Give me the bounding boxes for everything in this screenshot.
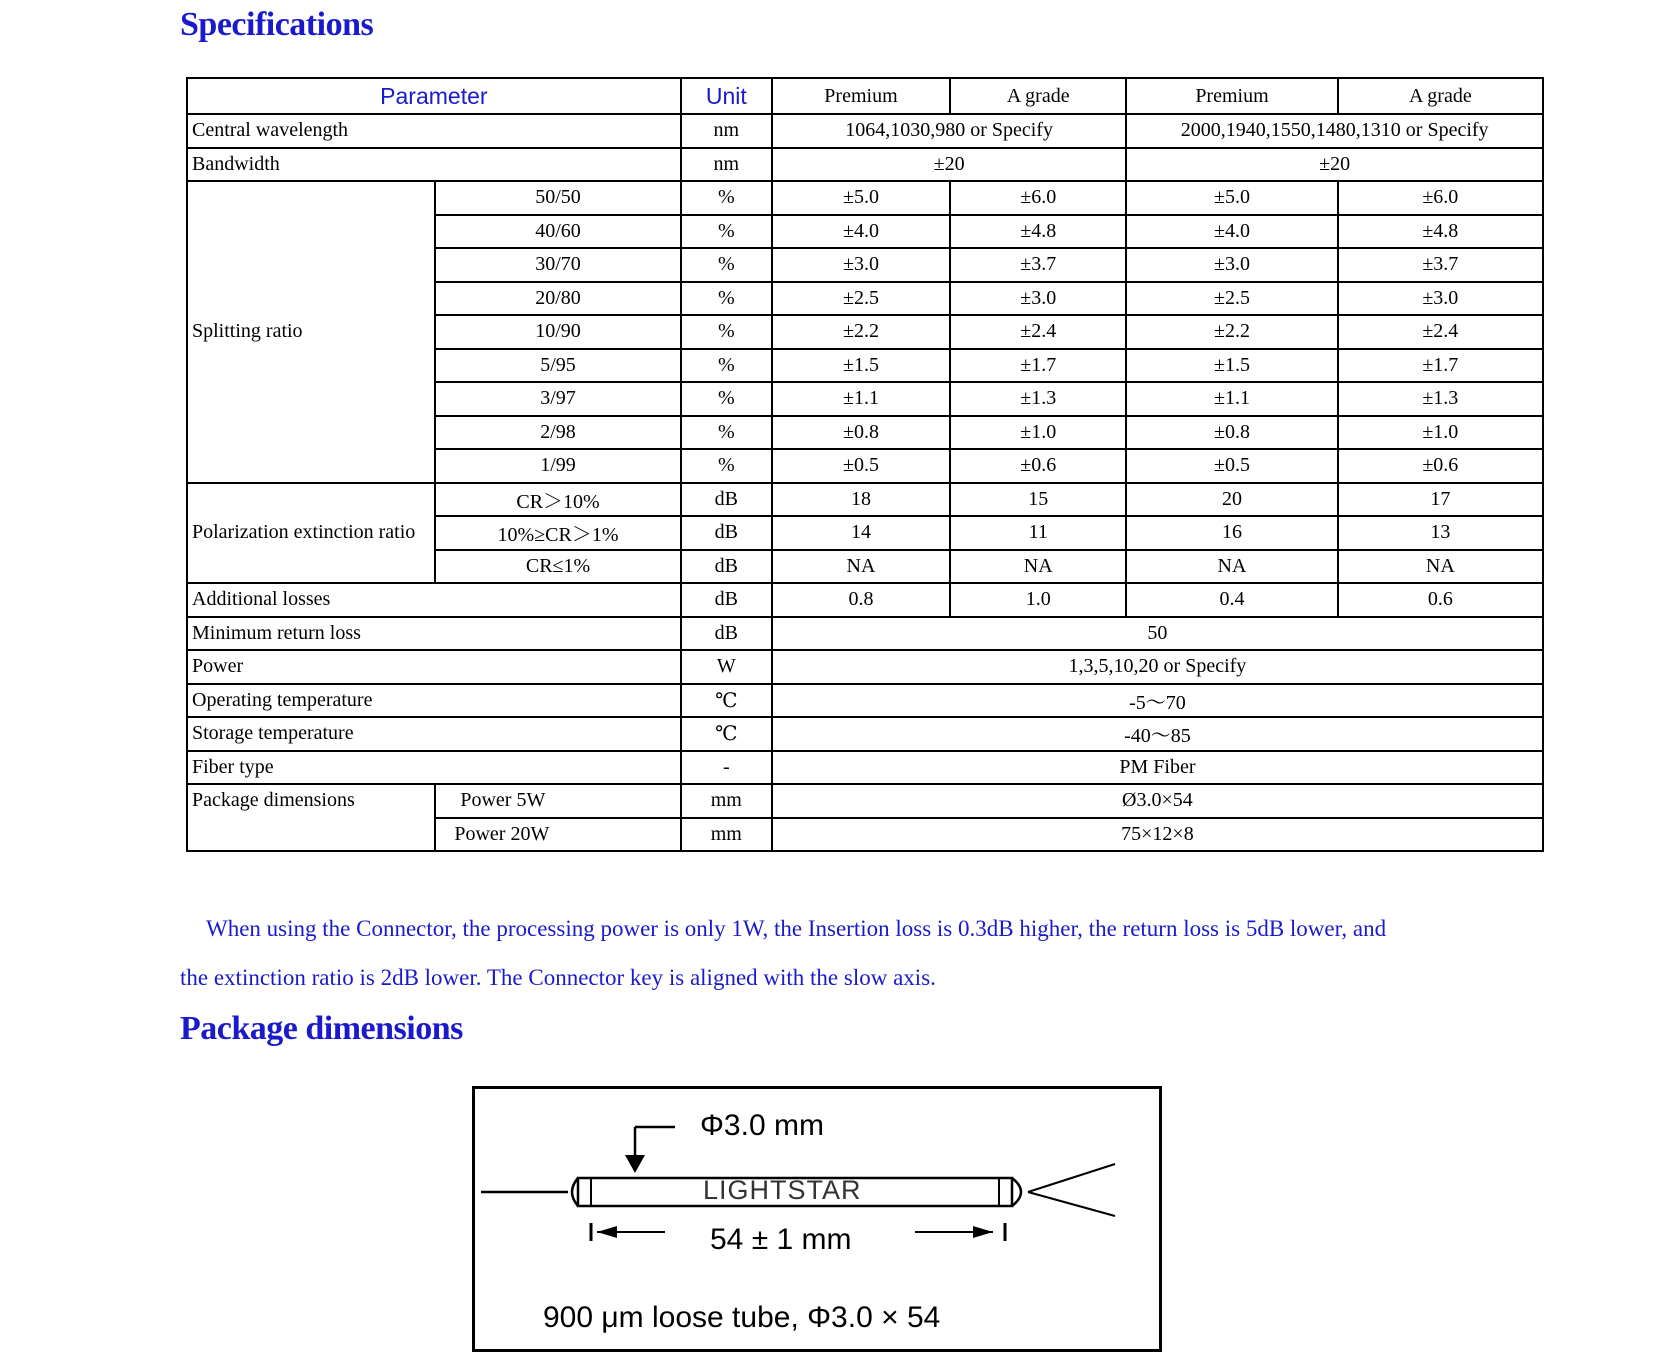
value-cell: ±1.3 — [950, 382, 1126, 416]
unit-cell: W — [681, 650, 772, 684]
value-cell: ±6.0 — [950, 181, 1126, 215]
value-cell: ±1.0 — [950, 416, 1126, 450]
value-cell: 0.6 — [1338, 583, 1543, 617]
header-unit: Unit — [681, 78, 772, 114]
table-row — [187, 148, 1543, 182]
row-label: Minimum return loss — [187, 617, 681, 651]
ratio-cell: 10/90 — [435, 315, 680, 349]
value-cell: ±1.7 — [1338, 349, 1543, 383]
diagram-caption: 900 μm loose tube, Φ3.0 × 54 — [543, 1301, 941, 1334]
diameter-arrowhead — [625, 1155, 645, 1173]
unit-cell: mm — [681, 818, 772, 852]
value-cell: ±0.5 — [1126, 449, 1337, 483]
unit-cell: % — [681, 248, 772, 282]
ratio-cell: 3/97 — [435, 382, 680, 416]
value-cell: 1064,1030,980 or Specify — [772, 114, 1127, 148]
value-cell: ±2.2 — [1126, 315, 1337, 349]
specifications-heading: Specifications — [180, 6, 374, 43]
condition-cell: 10%≥CR＞1% — [435, 516, 680, 550]
value-cell: 14 — [772, 516, 950, 550]
value-cell: 17 — [1338, 483, 1543, 517]
length-left-arrowhead — [597, 1226, 617, 1238]
unit-cell: mm — [681, 784, 772, 818]
header-a-grade-1: A grade — [950, 78, 1126, 114]
value-cell: ±1.3 — [1338, 382, 1543, 416]
ratio-cell: 20/80 — [435, 282, 680, 316]
value-cell: NA — [1126, 550, 1337, 584]
table-row — [187, 583, 1543, 617]
condition-cell: Power 20W — [435, 818, 680, 852]
unit-cell: % — [681, 449, 772, 483]
value-cell: ±3.0 — [772, 248, 950, 282]
value-cell: ±6.0 — [1338, 181, 1543, 215]
row-label: Power — [187, 650, 681, 684]
table-row — [187, 684, 1543, 718]
table-row — [187, 114, 1543, 148]
row-label: Operating temperature — [187, 684, 681, 718]
value-cell: ±2.4 — [950, 315, 1126, 349]
value-cell: 2000,1940,1550,1480,1310 or Specify — [1126, 114, 1543, 148]
connector-note-line2: the extinction ratio is 2dB lower. The Connector key is aligned with the slow axis. — [180, 965, 936, 990]
connector-note-line1: When using the Connector, the processing power is only 1W, the Insertion loss is 0.3dB higher, the return loss is 5dB lower, and — [206, 916, 1387, 941]
value-cell: 75×12×8 — [772, 818, 1543, 852]
unit-cell: nm — [681, 148, 772, 182]
table-row — [187, 650, 1543, 684]
row-label: Splitting ratio — [187, 181, 435, 483]
value-cell: NA — [950, 550, 1126, 584]
value-cell: ±1.7 — [950, 349, 1126, 383]
value-cell: ±3.7 — [950, 248, 1126, 282]
unit-cell: % — [681, 215, 772, 249]
value-cell: PM Fiber — [772, 751, 1543, 785]
value-cell: 16 — [1126, 516, 1337, 550]
right-end-cap — [1012, 1178, 1021, 1206]
value-cell: ±4.8 — [1338, 215, 1543, 249]
value-cell: ±2.5 — [772, 282, 950, 316]
unit-cell: dB — [681, 516, 772, 550]
value-cell: ±0.8 — [1126, 416, 1337, 450]
unit-cell: ℃ — [681, 684, 772, 718]
row-label: Additional losses — [187, 583, 681, 617]
value-cell: ±1.0 — [1338, 416, 1543, 450]
output-fiber-1 — [1028, 1164, 1115, 1192]
table-header-row — [187, 78, 1543, 114]
value-cell: 50 — [772, 617, 1543, 651]
value-cell: ±20 — [1126, 148, 1543, 182]
value-cell: Ø3.0×54 — [772, 784, 1543, 818]
unit-cell: % — [681, 315, 772, 349]
table-row — [187, 717, 1543, 751]
unit-cell: dB — [681, 617, 772, 651]
value-cell: ±4.0 — [1126, 215, 1337, 249]
value-cell: 15 — [950, 483, 1126, 517]
ratio-cell: 30/70 — [435, 248, 680, 282]
condition-cell: Power 5W — [435, 784, 680, 818]
row-label: Bandwidth — [187, 148, 681, 182]
value-cell: 18 — [772, 483, 950, 517]
length-label: 54 ± 1 mm — [710, 1223, 852, 1256]
ratio-cell: 40/60 — [435, 215, 680, 249]
value-cell: 11 — [950, 516, 1126, 550]
value-cell: 1,3,5,10,20 or Specify — [772, 650, 1543, 684]
ratio-cell: 2/98 — [435, 416, 680, 450]
value-cell: ±1.5 — [1126, 349, 1337, 383]
package-dimensions-heading: Package dimensions — [180, 1010, 463, 1047]
row-label: Central wavelength — [187, 114, 681, 148]
header-parameter: Parameter — [187, 78, 681, 114]
unit-cell: ℃ — [681, 717, 772, 751]
value-cell: ±5.0 — [1126, 181, 1337, 215]
value-cell: ±2.5 — [1126, 282, 1337, 316]
length-right-arrowhead — [973, 1226, 993, 1238]
value-cell: ±0.5 — [772, 449, 950, 483]
output-fiber-2 — [1028, 1192, 1115, 1216]
value-cell: ±20 — [772, 148, 1127, 182]
value-cell: ±0.6 — [1338, 449, 1543, 483]
table-row — [187, 751, 1543, 785]
value-cell: -40～85 — [772, 717, 1543, 751]
value-cell: ±3.0 — [1126, 248, 1337, 282]
row-label: Package dimensions — [187, 784, 435, 851]
value-cell: 1.0 — [950, 583, 1126, 617]
table-row — [187, 784, 1543, 818]
header-a-grade-2: A grade — [1338, 78, 1543, 114]
table-row — [187, 181, 1543, 215]
unit-cell: nm — [681, 114, 772, 148]
row-label: Fiber type — [187, 751, 681, 785]
ratio-cell: 50/50 — [435, 181, 680, 215]
unit-cell: % — [681, 416, 772, 450]
unit-cell: dB — [681, 483, 772, 517]
table-row — [187, 483, 1543, 517]
value-cell: ±1.1 — [1126, 382, 1337, 416]
unit-cell: dB — [681, 583, 772, 617]
value-cell: 13 — [1338, 516, 1543, 550]
row-label: Polarization extinction ratio — [187, 483, 435, 584]
value-cell: ±2.4 — [1338, 315, 1543, 349]
unit-cell: % — [681, 282, 772, 316]
row-label: Storage temperature — [187, 717, 681, 751]
value-cell: -5～70 — [772, 684, 1543, 718]
value-cell: ±3.0 — [1338, 282, 1543, 316]
value-cell: ±0.8 — [772, 416, 950, 450]
unit-cell: % — [681, 181, 772, 215]
value-cell: ±1.1 — [772, 382, 950, 416]
unit-cell: % — [681, 382, 772, 416]
condition-cell: CR＞10% — [435, 483, 680, 517]
value-cell: 0.8 — [772, 583, 950, 617]
ratio-cell: 5/95 — [435, 349, 680, 383]
ratio-cell: 1/99 — [435, 449, 680, 483]
header-premium-2: Premium — [1126, 78, 1337, 114]
value-cell: NA — [772, 550, 950, 584]
value-cell: ±0.6 — [950, 449, 1126, 483]
condition-cell: CR≤1% — [435, 550, 680, 584]
header-premium-1: Premium — [772, 78, 950, 114]
value-cell: ±2.2 — [772, 315, 950, 349]
value-cell: ±5.0 — [772, 181, 950, 215]
specifications-table — [186, 77, 1544, 852]
value-cell: 20 — [1126, 483, 1337, 517]
unit-cell: dB — [681, 550, 772, 584]
diameter-label: Φ3.0 mm — [700, 1109, 824, 1142]
brand-label: LIGHTSTAR — [703, 1175, 862, 1205]
value-cell: ±4.0 — [772, 215, 950, 249]
value-cell: ±3.0 — [950, 282, 1126, 316]
value-cell: ±3.7 — [1338, 248, 1543, 282]
value-cell: NA — [1338, 550, 1543, 584]
table-row — [187, 617, 1543, 651]
value-cell: ±1.5 — [772, 349, 950, 383]
unit-cell: - — [681, 751, 772, 785]
value-cell: ±4.8 — [950, 215, 1126, 249]
unit-cell: % — [681, 349, 772, 383]
package-diagram — [472, 1086, 1162, 1352]
value-cell: 0.4 — [1126, 583, 1337, 617]
